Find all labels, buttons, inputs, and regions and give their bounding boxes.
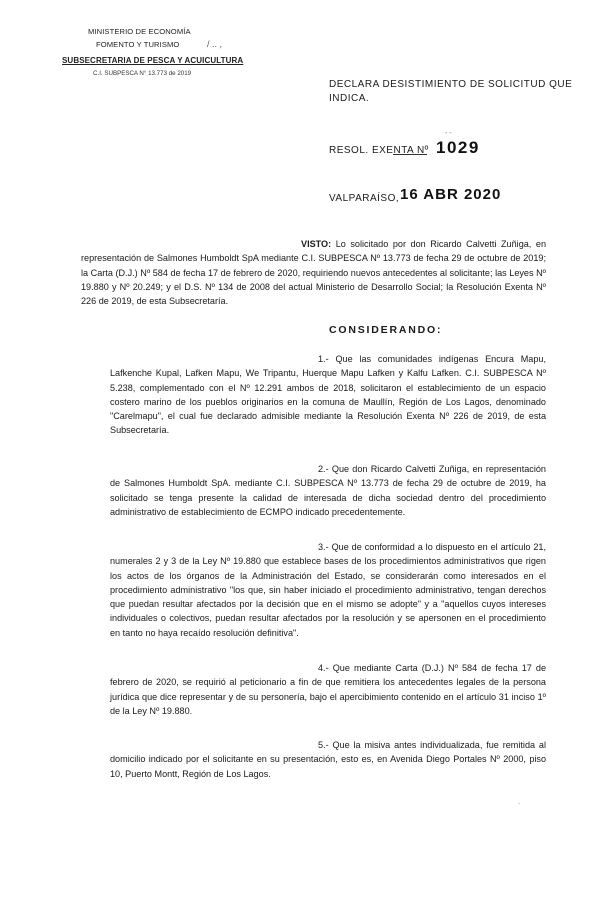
reference-number: C.I. SUBPESCA N° 13.773 de 2019 <box>93 70 192 77</box>
item-text: Que mediante Carta (D.J.) Nº 584 de fecha 17 de febrero de 2020, se requirió al peticionario a fin de que remitiera los antecedentes legales de la persona jurídica que dice representar y de su personería, bajo el apercibimiento contenido en el artículo 31 inciso 1º de la Ley Nº 19.880. <box>110 663 547 716</box>
visto-text: Lo solicitado por don Ricardo Calvetti Zuñiga, en representación de Salmones Humboldt SpA mediante C.I. SUBPESCA Nº 13.773 de fecha 29 de octubre de 2019; la Carta (D.J.) Nº 584 de fecha 17 de febrero de 2020, requiriendo nuevos antecedentes al solicitante; las Leyes Nº 19.880 y Nº 20.249; y el D.S. Nº 134 de 2008 del actual Ministerio de Desarrollo Social; la Resolución Exenta Nº 226 de 2019, de esta Subsecretaría. <box>81 239 547 307</box>
ministry-name: MINISTERIO DE ECONOMÍA <box>88 27 191 36</box>
item-text: Que las comunidades indígenas Encura Mapu, Lafkenche Kupal, Lafken Mapu, We Tripantu, Huerque Mapu Lafken y Kalfu Lafken. C.I. SUBPESCA Nº 5.238, complementado con el Nº 12.291 ambos de 2018, solicitaron el establecimiento de un espacio costero marino de los pueblos originarios en la comuna de Maullín, Región de Los Lagos, denominado "Carelmapu", el cual fue declarado admisible mediante la Resolución Exenta Nº 226 de 2019, de esta Subsecretaría. <box>110 354 546 436</box>
handwritten-mark: / .. , <box>207 39 223 49</box>
considerando-item-3 <box>110 540 546 640</box>
title-line-1: DECLARA DESISTIMIENTO DE SOLICITUD QUE <box>329 79 573 90</box>
date-stamp: 16 ABR 2020 <box>400 186 502 203</box>
item-number: 5.- <box>318 740 329 750</box>
visto-paragraph <box>81 237 546 308</box>
scan-mark: . <box>518 797 521 806</box>
item-number: 2.- <box>318 464 329 474</box>
item-number: 1.- <box>318 354 329 364</box>
item-text: Que de conformidad a lo dispuesto en el artículo 21, numerales 2 y 3 de la Ley Nº 19.880 que establece bases de los procedimientos administrativos que rigen los actos de los órganos de la Administración del Estado, se considerarán como interesados en el procedimiento administrativo "los que, sin haber iniciado el procedimiento administrativo, tengan derechos que puedan resultar afectados por la decisión que en el mismo se adopte" y a "aquellos cuyos intereses individuales o colectivos, puedan resultar afectados por la resolución y se apersonen en el procedimiento en tanto no haya recaído resolución definitiva". <box>110 542 546 638</box>
item-number: 4.- <box>318 663 329 673</box>
item-text: Que la misiva antes individualizada, fue remitida al domicilio indicado por el solicitante en su presentación, esto es, en Avenida Diego Portales Nº 2000, piso 10, Puerto Montt, Región de Los Lagos. <box>110 740 546 779</box>
considerando-item-2 <box>110 462 546 519</box>
item-number: 3.- <box>318 542 329 552</box>
stamp-dashes: - - <box>445 130 452 137</box>
visto-label: VISTO: <box>301 239 332 249</box>
resolution-label: RESOL. EXENTA Nº <box>329 145 429 156</box>
subsecretaria-name: SUBSECRETARIA DE PESCA Y ACUICULTURA <box>62 56 244 65</box>
considerando-item-5 <box>110 738 546 781</box>
item-text: Que don Ricardo Calvetti Zuñiga, en representación de Salmones Humboldt SpA. mediante C.I. SUBPESCA Nº 13.773 de fecha 29 de octubre de 2019, ha solicitado se tenga presente la calidad de interesada de dicha sociedad dentro del procedimiento administrativo de establecimiento de ECMPO indicado precedentemente. <box>110 464 546 517</box>
resolution-number: 1029 <box>436 138 480 157</box>
considerando-heading: CONSIDERANDO: <box>329 324 443 336</box>
resolution-underline <box>393 154 427 155</box>
ministry-subtitle: FOMENTO Y TURISMO <box>96 40 180 49</box>
document-title <box>329 78 572 106</box>
considerando-item-1 <box>110 352 546 438</box>
considerando-item-4 <box>110 661 546 718</box>
title-line-2: INDICA. <box>329 93 370 104</box>
date-label: VALPARAÍSO, <box>329 193 400 204</box>
